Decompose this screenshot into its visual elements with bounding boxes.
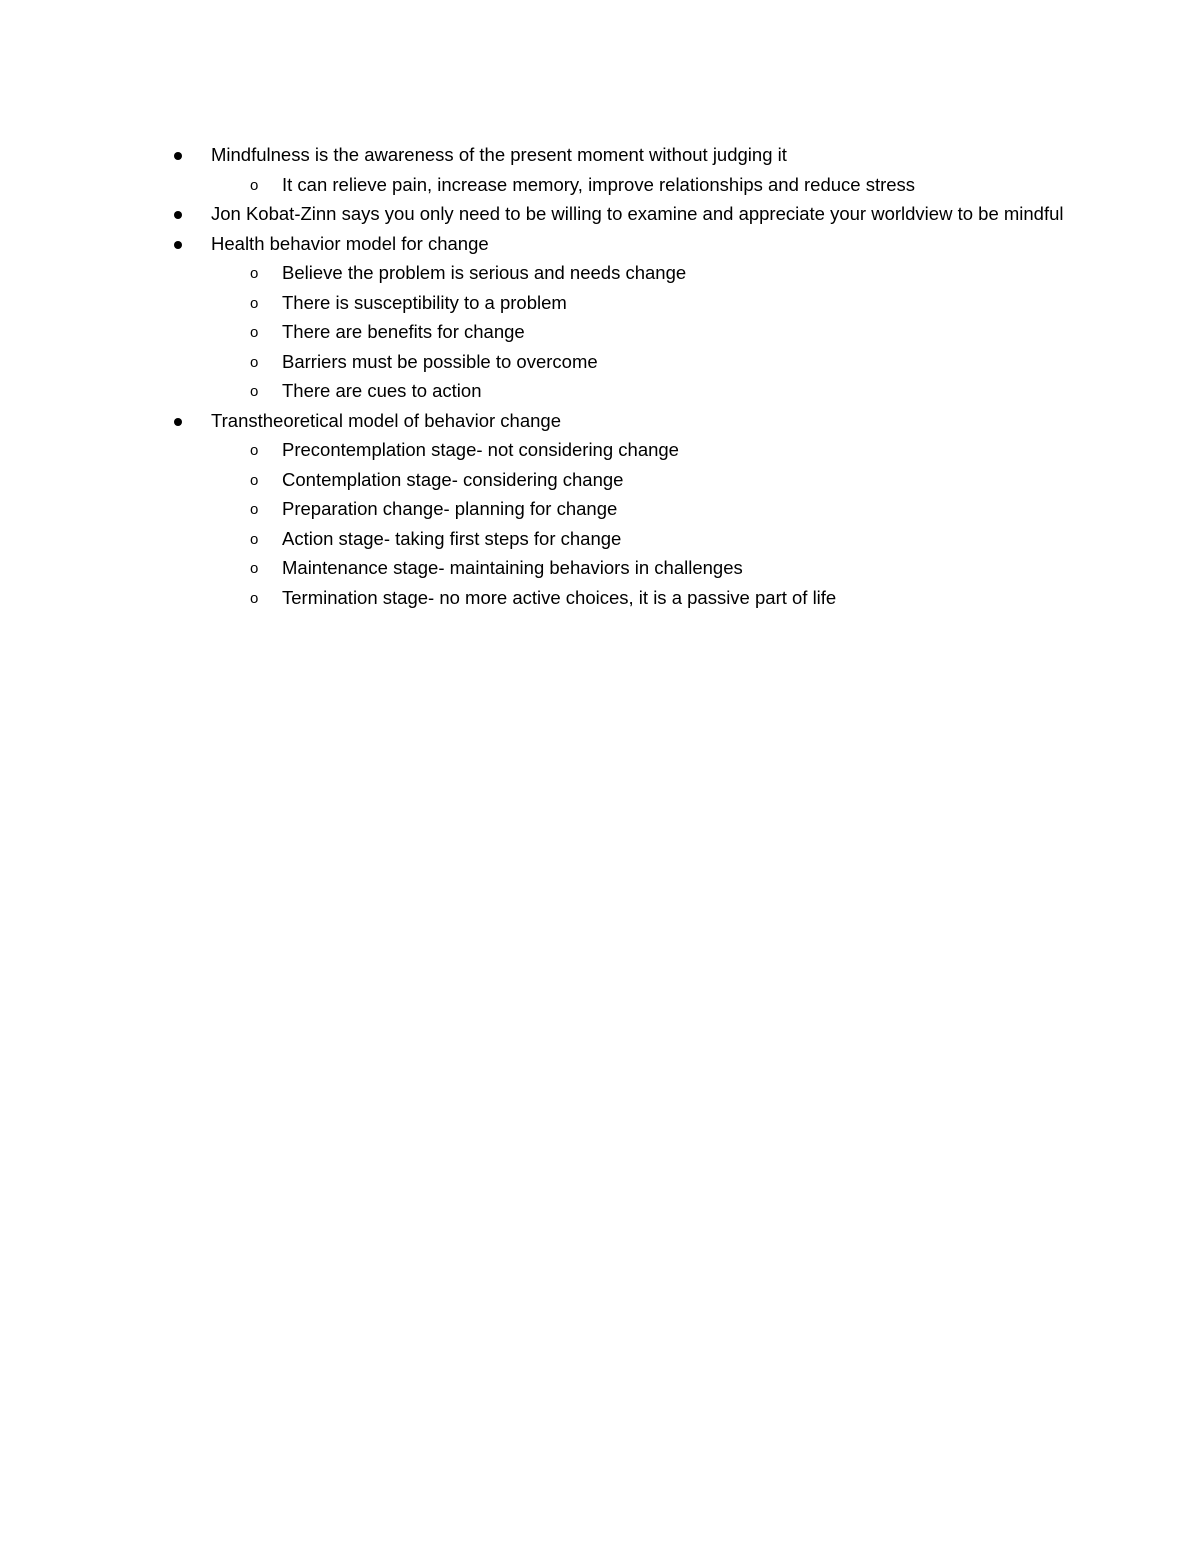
list-item-text: There are cues to action bbox=[282, 380, 482, 401]
bullet-circle-icon: o bbox=[250, 471, 259, 489]
list-item-text: Transtheoretical model of behavior change bbox=[211, 409, 561, 431]
list-item-text: Preparation change- planning for change bbox=[282, 498, 618, 519]
bullet-disc-icon bbox=[174, 152, 182, 160]
bullet-circle-icon: o bbox=[250, 560, 259, 577]
bullet-circle-icon: o bbox=[250, 501, 259, 518]
list-item-text: Barriers must be possible to overcome bbox=[282, 350, 598, 372]
bullet-list bbox=[0, 141, 1200, 613]
sub-list-item bbox=[250, 171, 1082, 201]
bullet-circle-icon: o bbox=[250, 353, 259, 371]
bullet-circle-icon: o bbox=[250, 530, 259, 548]
list-item bbox=[211, 141, 1071, 171]
sub-list-item bbox=[250, 348, 1082, 378]
bullet-circle-icon: o bbox=[250, 589, 259, 607]
list-item-text: Health behavior model for change bbox=[211, 232, 489, 254]
bullet-circle-icon: o bbox=[250, 265, 259, 282]
sub-list-item bbox=[250, 289, 1082, 319]
list-item-text: Jon Kobat-Zinn says you only need to be willing to examine and appreciate your worldview to be mindful bbox=[211, 203, 1064, 224]
list-item-text: Termination stage- no more active choices, it is a passive part of life bbox=[282, 586, 837, 608]
bullet-circle-icon: o bbox=[250, 294, 259, 312]
sub-list-item bbox=[250, 436, 1082, 466]
list-item bbox=[211, 230, 1071, 260]
list-item-text: Contemplation stage- considering change bbox=[282, 468, 624, 490]
bullet-circle-icon: o bbox=[250, 442, 259, 459]
sub-list-item bbox=[250, 466, 1082, 496]
sub-list-item bbox=[250, 318, 1082, 348]
bullet-disc-icon bbox=[174, 241, 182, 249]
bullet-circle-icon: o bbox=[250, 383, 259, 400]
sub-list-item bbox=[250, 377, 1082, 407]
list-item-text: Precontemplation stage- not considering change bbox=[282, 439, 679, 460]
list-item bbox=[211, 200, 1071, 230]
sub-list-item bbox=[250, 554, 1082, 584]
list-item-text: There are benefits for change bbox=[282, 321, 525, 342]
sub-list-item bbox=[250, 495, 1082, 525]
list-item-text: Maintenance stage- maintaining behaviors in challenges bbox=[282, 557, 743, 578]
bullet-disc-icon bbox=[174, 211, 182, 219]
bullet-circle-icon: o bbox=[250, 176, 259, 194]
list-item-text: Mindfulness is the awareness of the present moment without judging it bbox=[211, 144, 787, 165]
sub-list-item bbox=[250, 584, 1082, 614]
sub-list-item bbox=[250, 525, 1082, 555]
list-item-text: Action stage- taking first steps for change bbox=[282, 527, 622, 549]
list-item-text: There is susceptibility to a problem bbox=[282, 291, 567, 313]
list-item bbox=[211, 407, 1071, 437]
sub-list-item bbox=[250, 259, 1082, 289]
bullet-disc-icon bbox=[174, 418, 182, 426]
bullet-circle-icon: o bbox=[250, 324, 259, 341]
list-item-text: It can relieve pain, increase memory, improve relationships and reduce stress bbox=[282, 173, 916, 195]
list-item-text: Believe the problem is serious and needs change bbox=[282, 262, 687, 283]
